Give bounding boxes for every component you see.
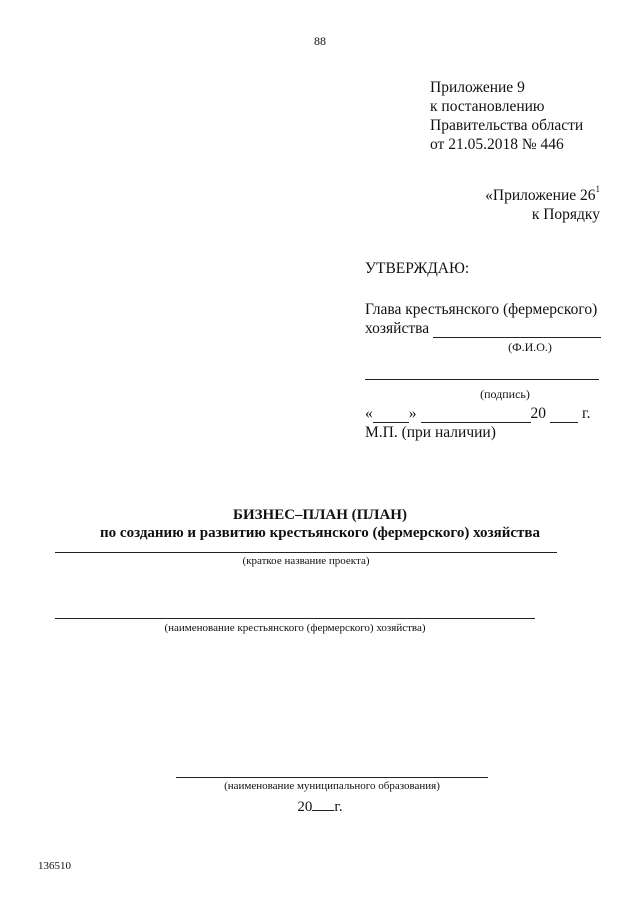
page-number: 88: [314, 34, 326, 48]
year-prefix: 20: [297, 799, 313, 815]
title-line-1: БИЗНЕС–ПЛАН (ПЛАН): [233, 507, 407, 523]
order-appendix-line: к Порядку: [531, 206, 600, 224]
order-appendix-superscript: 1: [595, 184, 600, 194]
signature-block: [365, 300, 605, 442]
project-name-caption: (краткое название проекта): [242, 555, 370, 567]
municipality-field[interactable]: [176, 777, 488, 778]
head-line-2: хозяйства: [365, 320, 430, 337]
title-line-2: по созданию и развитию крестьянского (фермерского) хозяйства: [100, 525, 540, 541]
date-row: [365, 404, 605, 423]
appendix-line: Приложение 9: [430, 79, 525, 96]
project-name-field[interactable]: [55, 552, 557, 553]
stamp-note: М.П. (при наличии): [365, 424, 496, 441]
fio-caption: (Ф.И.О.): [508, 340, 552, 354]
order-appendix-line: «Приложение $26^1$: [485, 184, 600, 205]
appendix-line: к постановлению: [430, 98, 545, 115]
date-month-field[interactable]: [421, 408, 531, 423]
date-year-suffix: г.: [582, 405, 591, 422]
signature-caption: (подпись): [480, 387, 530, 401]
appendix-block: [430, 78, 583, 154]
signature-field[interactable]: [365, 365, 599, 380]
farm-name-caption: (наименование крестьянского (фермерского) хозяйства): [164, 622, 426, 634]
year-suffix: г.: [334, 799, 343, 815]
appendix-line: от 21.05.2018 № 446: [430, 136, 564, 153]
municipality-caption: (наименование муниципального образования): [224, 780, 440, 792]
approve-title: УТВЕРЖДАЮ:: [365, 260, 470, 277]
order-appendix-block: [485, 182, 600, 224]
date-close-quote: »: [408, 405, 417, 422]
fio-field[interactable]: [433, 323, 601, 338]
date-day-field[interactable]: [373, 408, 409, 423]
year-field[interactable]: [312, 796, 334, 811]
head-line-1: Глава крестьянского (фермерского): [365, 301, 598, 318]
date-open-quote: «: [365, 405, 373, 422]
date-year-prefix: 20: [530, 405, 546, 422]
document-code: 136510: [38, 860, 71, 872]
farm-name-field[interactable]: [55, 618, 535, 619]
head-line-2-row: [365, 319, 605, 338]
appendix-line: Правительства области: [430, 117, 584, 134]
date-year-field[interactable]: [550, 408, 578, 423]
year-line: [0, 796, 640, 816]
document-title: [0, 506, 640, 542]
